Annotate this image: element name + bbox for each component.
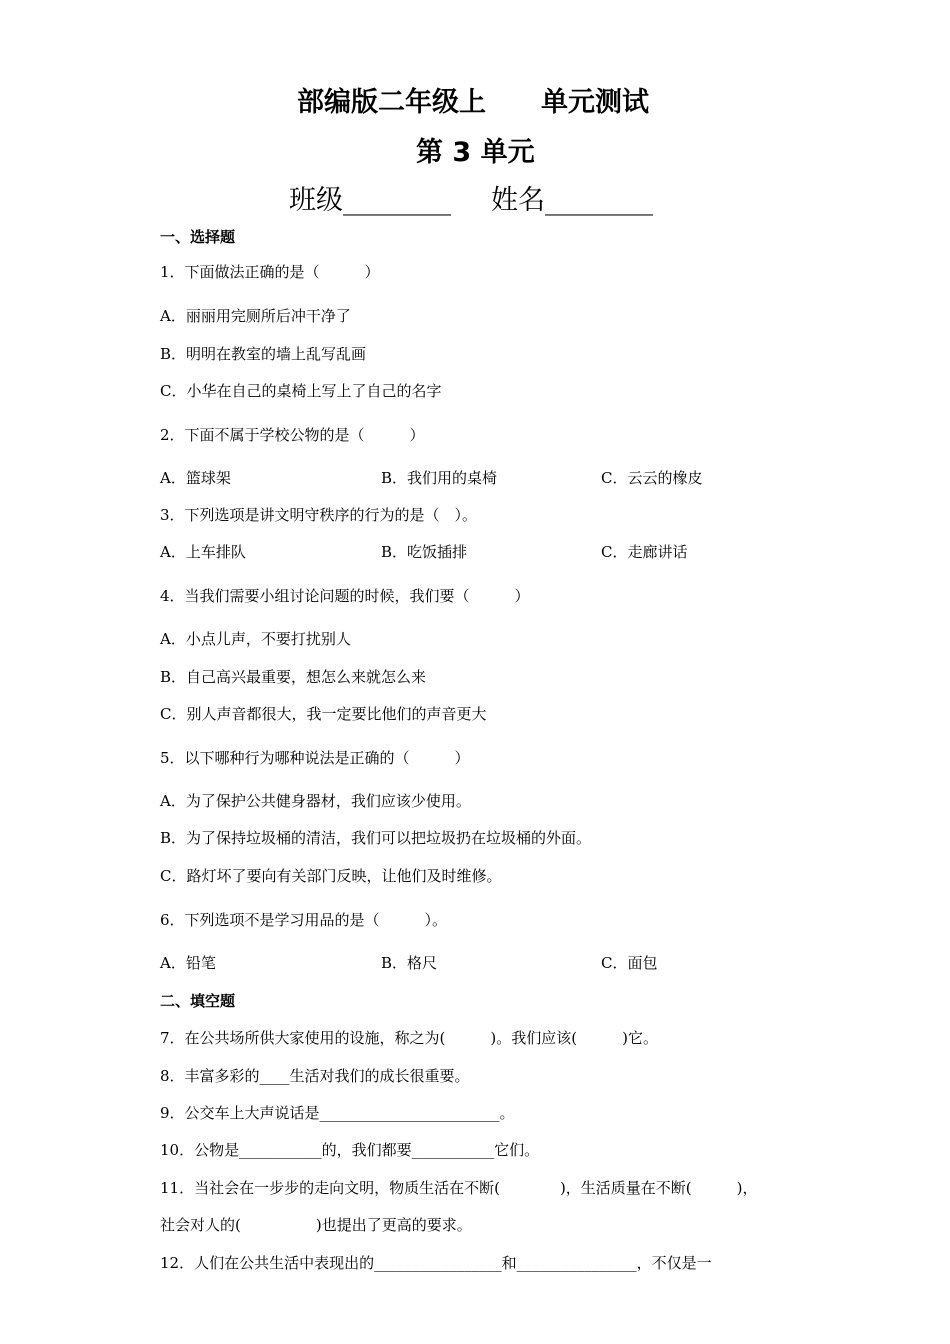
q2-option-c: C．云云的橡皮	[601, 469, 703, 487]
title-test: 单元测试	[541, 87, 649, 118]
q6-option-c: C．面包	[601, 954, 658, 972]
q5-option-c: C．路灯坏了要向有关部门反映，让他们及时维修。	[160, 867, 502, 885]
question-10: 10．公物是___________的，我们都要___________它们。	[160, 1141, 540, 1159]
q4-option-a: A．小点儿声，不要打扰别人	[160, 630, 351, 648]
question-12: 12．人们在公共生活中表现出的_________________和________________，不仅是一	[160, 1254, 712, 1272]
question-1: 1．下面做法正确的是（ ）	[160, 263, 380, 281]
q5-option-a: A．为了保护公共健身器材，我们应该少使用。	[160, 792, 471, 810]
q1-option-c: C．小华在自己的桌椅上写上了自己的名字	[160, 382, 442, 400]
q3-option-a: A．上车排队	[160, 543, 246, 561]
q3-option-b: B．吃饭插排	[381, 543, 468, 561]
q1-option-a: A．丽丽用完厕所后冲干净了	[160, 307, 351, 325]
q6-option-b: B．格尺	[381, 954, 438, 972]
q6-option-a: A．铅笔	[160, 954, 216, 972]
q3-option-c: C．走廊讲话	[601, 543, 688, 561]
question-3: 3．下列选项是讲文明守秩序的行为的是（ ）。	[160, 506, 478, 524]
unit-title: 第 3 单元	[416, 137, 535, 168]
question-4: 4．当我们需要小组讨论问题的时候，我们要（ ）	[160, 587, 530, 605]
question-11-line-1: 11．当社会在一步步的走向文明，物质生活在不断( )，生活质量在不断( )，	[160, 1179, 758, 1197]
q4-option-c: C．别人声音都很大，我一定要比他们的声音更大	[160, 705, 487, 723]
class-field[interactable]: 班级________	[289, 185, 451, 216]
question-2: 2．下面不属于学校公物的是（ ）	[160, 426, 425, 444]
question-7: 7．在公共场所供大家使用的设施，称之为( )。我们应该( )它。	[160, 1029, 658, 1047]
section-fill-heading: 二、填空题	[160, 992, 236, 1010]
q2-option-a: A．篮球架	[160, 469, 231, 487]
section-choice-heading: 一、选择题	[160, 228, 236, 246]
q2-option-b: B．我们用的桌椅	[381, 469, 498, 487]
q4-option-b: B．自己高兴最重要，想怎么来就怎么来	[160, 668, 427, 686]
title-grade: 部编版二年级上	[297, 87, 486, 118]
q1-option-b: B．明明在教室的墙上乱写乱画	[160, 345, 367, 363]
question-6: 6．下列选项不是学习用品的是（ ）。	[160, 911, 448, 929]
q5-option-b: B．为了保持垃圾桶的清洁，我们可以把垃圾扔在垃圾桶的外面。	[160, 829, 592, 847]
question-8: 8．丰富多彩的____生活对我们的成长很重要。	[160, 1067, 470, 1085]
question-9: 9．公交车上大声说话是________________________。	[160, 1104, 515, 1122]
question-11-line-2: 社会对人的( )也提出了更高的要求。	[160, 1216, 472, 1234]
name-field[interactable]: 姓名________	[491, 185, 653, 216]
question-5: 5．以下哪种行为哪种说法是正确的（ ）	[160, 749, 470, 767]
